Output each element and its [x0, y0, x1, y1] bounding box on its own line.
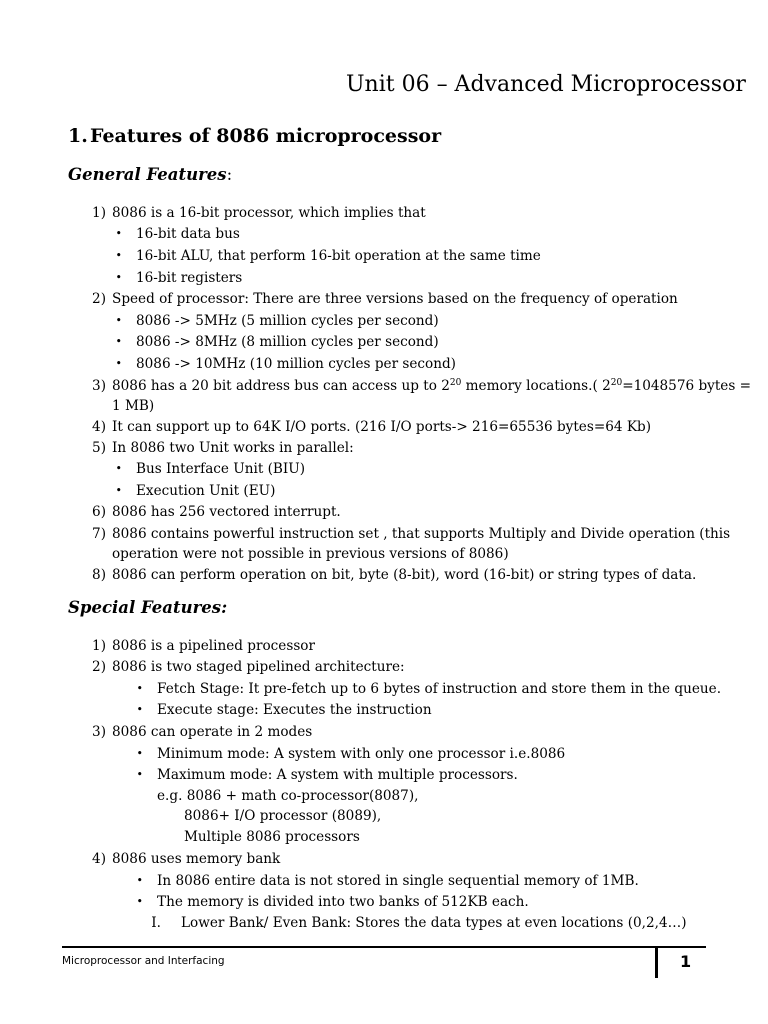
list-item: [115, 311, 439, 331]
list-item-continuation: [184, 806, 381, 826]
page-number: 1: [680, 952, 692, 971]
list-marker: 2): [92, 291, 106, 307]
list-item: [92, 289, 678, 309]
list-item-text: =1048576 bytes =: [622, 378, 752, 394]
list-item: [115, 332, 439, 352]
list-item: [92, 417, 651, 437]
list-item: [92, 565, 697, 585]
list-item-text: 8086 -> 8MHz (8 million cycles per second): [136, 334, 439, 350]
list-item-text: The memory is divided into two banks of 512KB each.: [157, 894, 529, 910]
list-item-continuation: [157, 786, 418, 806]
list-item: [151, 913, 687, 933]
section-number: 1.: [68, 125, 88, 147]
bullet-icon: •: [115, 249, 122, 262]
list-item-text: 8086 can operate in 2 modes: [112, 724, 313, 740]
list-item: [92, 849, 281, 869]
list-marker: 3): [92, 724, 106, 740]
list-item-text: It can support up to 64K I/O ports. (216 I/O ports-> 216=65536 bytes=64 Kb): [112, 419, 651, 435]
list-item-text: 8086 -> 5MHz (5 million cycles per second): [136, 313, 439, 329]
bullet-icon: •: [115, 462, 122, 475]
list-item-text: Minimum mode: A system with only one processor i.e.8086: [157, 746, 566, 762]
list-item: [92, 376, 752, 396]
section-heading: [68, 125, 441, 147]
general-features-colon: :: [226, 165, 233, 184]
bullet-icon: •: [136, 895, 143, 908]
superscript: 20: [449, 378, 462, 388]
list-item: [92, 722, 313, 742]
bullet-icon: •: [115, 314, 122, 327]
list-item-continuation: [184, 827, 360, 847]
list-item: [136, 679, 722, 699]
footer-divider: [655, 948, 658, 978]
list-item-text: 16-bit data bus: [136, 226, 240, 242]
list-marker: 1): [92, 205, 106, 221]
list-marker: I.: [151, 915, 161, 931]
list-item-text: 8086 contains powerful instruction set , that supports Multiply and Divide operation (this: [112, 526, 731, 542]
list-marker: 4): [92, 851, 106, 867]
list-item-text: Multiple 8086 processors: [184, 829, 360, 845]
list-item-text: 16-bit registers: [136, 270, 243, 286]
list-marker: 5): [92, 440, 106, 456]
list-item-text: In 8086 two Unit works in parallel:: [112, 440, 354, 456]
list-item: [136, 700, 432, 720]
bullet-icon: •: [115, 227, 122, 240]
bullet-icon: •: [115, 335, 122, 348]
list-item: [92, 502, 341, 522]
list-item-text: e.g. 8086 + math co-processor(8087),: [157, 788, 419, 804]
list-item: [115, 459, 306, 479]
list-marker: 4): [92, 419, 106, 435]
list-item: [136, 892, 529, 912]
list-item: [136, 871, 639, 891]
list-item: [115, 354, 456, 374]
list-item-text: operation were not possible in previous versions of 8086): [112, 546, 509, 562]
list-item-text: memory locations.( 2: [461, 378, 611, 394]
list-item: [115, 224, 240, 244]
list-item-text: 8086 is a pipelined processor: [112, 638, 315, 654]
list-item-text: 8086 is a 16-bit processor, which implies that: [112, 205, 426, 221]
list-item-text: Execution Unit (EU): [136, 483, 276, 499]
list-item: [92, 657, 405, 677]
list-item: [92, 203, 426, 223]
superscript: 20: [610, 378, 623, 388]
list-item: [115, 268, 243, 288]
bullet-icon: •: [136, 703, 143, 716]
bullet-icon: •: [115, 271, 122, 284]
list-item-text: 8086 has 256 vectored interrupt.: [112, 504, 341, 520]
list-item-text: 16-bit ALU, that perform 16-bit operation at the same time: [136, 248, 541, 264]
list-item: [92, 438, 354, 458]
general-features-heading-text: General Features: [68, 165, 227, 184]
list-item-text: In 8086 entire data is not stored in single sequential memory of 1MB.: [157, 873, 639, 889]
list-item-text: 8086 can perform operation on bit, byte (8-bit), word (16-bit) or string types of data.: [112, 567, 697, 583]
special-features-heading: Special Features:: [68, 598, 228, 617]
list-item: [115, 481, 276, 501]
list-item-text: 8086 -> 10MHz (10 million cycles per second): [136, 356, 456, 372]
list-item-continuation: [112, 544, 509, 564]
list-item-text: Maximum mode: A system with multiple processors.: [157, 767, 518, 783]
list-item-text: Bus Interface Unit (BIU): [136, 461, 306, 477]
bullet-icon: •: [115, 357, 122, 370]
footer-course-name: Microprocessor and Interfacing: [62, 955, 225, 967]
list-item: [115, 246, 541, 266]
bullet-icon: •: [136, 768, 143, 781]
list-marker: 8): [92, 567, 106, 583]
list-item: [136, 744, 566, 764]
list-item-text: 8086 uses memory bank: [112, 851, 281, 867]
list-item-text: 8086 is two staged pipelined architecture:: [112, 659, 405, 675]
list-item: [136, 765, 518, 785]
list-marker: 6): [92, 504, 106, 520]
list-marker: 7): [92, 526, 106, 542]
list-item-text: 1 MB): [112, 398, 155, 414]
list-item-text: 8086+ I/O processor (8089),: [184, 808, 382, 824]
bullet-icon: •: [136, 874, 143, 887]
section-title: Features of 8086 microprocessor: [90, 125, 442, 147]
bullet-icon: •: [136, 682, 143, 695]
list-item: [92, 636, 315, 656]
list-item-continuation: [112, 396, 154, 416]
list-item-text: Lower Bank/ Even Bank: Stores the data types at even locations (0,2,4…): [181, 915, 687, 931]
list-item: [92, 524, 731, 544]
list-marker: 3): [92, 378, 106, 394]
bullet-icon: •: [136, 747, 143, 760]
list-item-text: 8086 has a 20 bit address bus can access up to 2: [112, 378, 450, 394]
list-marker: 1): [92, 638, 106, 654]
general-features-heading: [68, 165, 232, 184]
bullet-icon: •: [115, 484, 122, 497]
list-item-text: Fetch Stage: It pre-fetch up to 6 bytes of instruction and store them in the queue.: [157, 681, 722, 697]
footer-rule: [62, 946, 706, 948]
list-marker: 2): [92, 659, 106, 675]
list-item-text: Execute stage: Executes the instruction: [157, 702, 432, 718]
page-header-title: Unit 06 – Advanced Microprocessor: [346, 72, 746, 97]
list-item-text: Speed of processor: There are three versions based on the frequency of operation: [112, 291, 678, 307]
